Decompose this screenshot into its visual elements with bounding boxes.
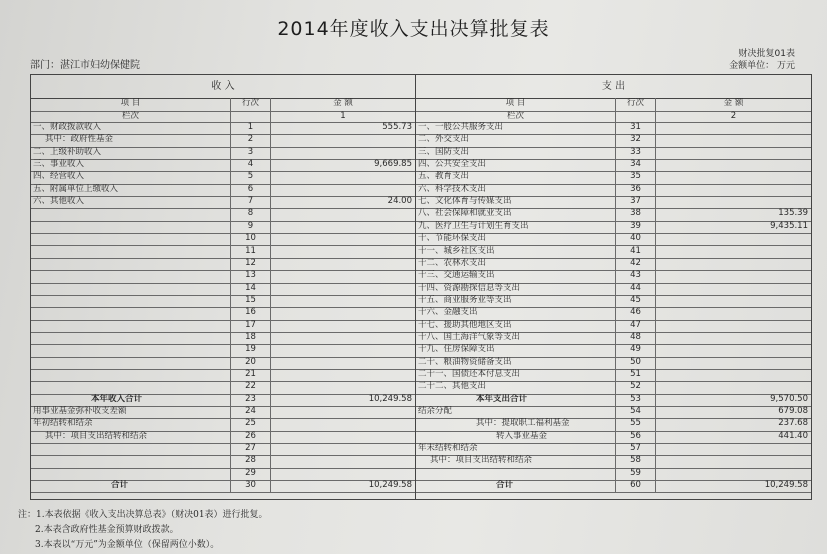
income-header-item: 项 目 — [31, 98, 231, 111]
income-row-amount — [271, 246, 415, 258]
income-row-number: 1 — [231, 122, 271, 134]
expense-row-item: 十七、援助其他地区支出 — [416, 320, 616, 332]
income-row-amount: 555.73 — [382, 122, 412, 132]
income-row-amount — [271, 406, 415, 418]
expense-row-amount — [656, 344, 811, 356]
table-row — [31, 406, 415, 419]
income-row-number: 15 — [231, 295, 271, 307]
income-row-amount — [271, 171, 415, 183]
income-row-number: 6 — [231, 184, 271, 196]
table-row — [31, 147, 415, 160]
expense-row-item: 年末结转和结余 — [416, 443, 616, 455]
expense-row-number: 36 — [616, 184, 656, 196]
table-row — [416, 147, 811, 160]
expense-row-number: 59 — [616, 468, 656, 480]
table-row — [31, 246, 415, 259]
table-row — [416, 381, 811, 394]
income-column-headers — [31, 98, 415, 112]
income-row-number: 12 — [231, 258, 271, 270]
income-row-amount — [271, 381, 415, 393]
income-row-item: 本年收入合计 — [31, 394, 231, 406]
income-row-amount — [271, 134, 415, 146]
income-row-number: 5 — [231, 171, 271, 183]
table-row — [31, 381, 415, 394]
table-row — [31, 134, 415, 147]
income-row-item — [31, 468, 231, 480]
expense-row-number: 60 — [616, 480, 656, 492]
income-row-number: 4 — [231, 159, 271, 171]
income-row-number: 2 — [231, 134, 271, 146]
income-row-item: 三、事业收入 — [31, 159, 231, 171]
income-row-amount — [271, 455, 415, 467]
table-row — [31, 208, 415, 221]
income-row-amount — [271, 208, 415, 220]
table-row — [31, 295, 415, 308]
expense-row-number: 54 — [616, 406, 656, 418]
expense-row-number: 42 — [616, 258, 656, 270]
income-row-item — [31, 295, 231, 307]
table-row — [416, 320, 811, 333]
expense-row-number: 37 — [616, 196, 656, 208]
expense-header-item: 项 目 — [416, 98, 616, 111]
expense-row-item: 一、一般公共服务支出 — [416, 122, 616, 134]
income-row-number: 20 — [231, 357, 271, 369]
income-row-number: 27 — [231, 443, 271, 455]
expense-row-number: 52 — [616, 381, 656, 393]
expense-row-item: 合计 — [416, 480, 616, 492]
income-row-number: 10 — [231, 233, 271, 245]
expense-row-amount — [656, 246, 811, 258]
expense-row-number: 33 — [616, 147, 656, 159]
table-row — [31, 221, 415, 234]
expense-row-item: 十九、住房保障支出 — [416, 344, 616, 356]
income-row-item: 合计 — [31, 480, 231, 492]
expense-row-amount — [656, 196, 811, 208]
income-column-index-rowno — [231, 111, 271, 122]
expense-row-item: 八、社会保障和就业支出 — [416, 208, 616, 220]
expense-row-amount — [656, 233, 811, 245]
income-row-number: 13 — [231, 270, 271, 282]
expense-row-number: 46 — [616, 307, 656, 319]
expense-row-item: 十、节能环保支出 — [416, 233, 616, 245]
income-row-number: 8 — [231, 208, 271, 220]
expense-row-amount: 10,249.58 — [764, 480, 808, 491]
income-row-number: 9 — [231, 221, 271, 233]
expense-row-number: 38 — [616, 208, 656, 220]
income-row-number: 21 — [231, 369, 271, 381]
income-row-item — [31, 344, 231, 356]
income-row-amount — [271, 233, 415, 245]
income-row-amount — [271, 418, 415, 430]
expense-row-number: 40 — [616, 233, 656, 245]
table-row — [31, 196, 415, 209]
table-row — [416, 443, 811, 456]
income-row-number: 19 — [231, 344, 271, 356]
income-row-item: 用事业基金弥补收支差额 — [31, 406, 231, 418]
income-row-amount — [271, 307, 415, 319]
form-code: 财决批复01表 — [738, 49, 795, 59]
income-row-amount — [271, 332, 415, 344]
income-row-number: 28 — [231, 455, 271, 467]
expense-row-number: 49 — [616, 344, 656, 356]
expense-row-number: 43 — [616, 270, 656, 282]
income-row-number: 3 — [231, 147, 271, 159]
expense-row-amount — [656, 307, 811, 319]
expense-row-number: 32 — [616, 134, 656, 146]
income-row-item — [31, 208, 231, 220]
table-row — [31, 431, 415, 444]
expense-row-amount — [656, 455, 811, 467]
income-row-item — [31, 320, 231, 332]
income-row-amount — [271, 295, 415, 307]
expense-row-number: 47 — [616, 320, 656, 332]
expense-row-amount — [656, 258, 811, 270]
expense-row-amount — [656, 295, 811, 307]
table-row — [416, 431, 811, 444]
expense-row-amount — [656, 184, 811, 196]
table-row — [31, 369, 415, 382]
expense-row-item: 十五、商业服务业等支出 — [416, 295, 616, 307]
income-row-number: 18 — [231, 332, 271, 344]
page-title: 2014年度收入支出决算批复表 — [277, 18, 550, 40]
income-row-amount: 10,249.58 — [368, 393, 412, 404]
table-row — [416, 159, 811, 172]
expense-row-number: 51 — [616, 369, 656, 381]
expense-column-index-rowno — [616, 111, 656, 122]
table-row — [31, 159, 415, 172]
expense-row-item: 本年支出合计 — [416, 394, 616, 406]
expense-row-item: 十一、城乡社区支出 — [416, 246, 616, 258]
table-row — [31, 394, 415, 407]
expense-row-item: 结余分配 — [416, 406, 616, 418]
table-row — [416, 246, 811, 259]
expense-row-item: 十八、国土海洋气象等支出 — [416, 332, 616, 344]
income-row-item: 五、附属单位上缴收入 — [31, 184, 231, 196]
income-row-amount — [271, 443, 415, 455]
table-row — [31, 122, 415, 135]
table-row — [31, 307, 415, 320]
expense-row-amount — [656, 171, 811, 183]
expense-row-amount — [656, 357, 811, 369]
table-row — [416, 122, 811, 135]
income-row-item: 一、财政拨款收入 — [31, 122, 231, 134]
expense-row-amount — [656, 381, 811, 393]
income-row-item: 四、经营收入 — [31, 171, 231, 183]
expense-row-number: 50 — [616, 357, 656, 369]
expense-row-number: 31 — [616, 122, 656, 134]
income-row-item: 其中：项目支出结转和结余 — [31, 431, 231, 443]
income-row-item — [31, 221, 231, 233]
income-row-number: 30 — [231, 480, 271, 492]
income-row-item — [31, 233, 231, 245]
table-row — [31, 332, 415, 345]
expense-row-item: 二十一、国债还本付息支出 — [416, 369, 616, 381]
income-row-amount: 24.00 — [387, 196, 412, 207]
income-row-number: 23 — [231, 394, 271, 406]
table-row — [416, 344, 811, 357]
expense-row-amount — [656, 122, 811, 134]
table-row — [31, 468, 415, 481]
footnotes — [18, 508, 268, 553]
income-row-item — [31, 381, 231, 393]
income-row-amount — [271, 431, 415, 443]
table-row — [416, 418, 811, 431]
table-row — [416, 134, 811, 147]
income-row-amount — [271, 184, 415, 196]
table-row — [416, 233, 811, 246]
expense-row-amount — [656, 147, 811, 159]
expense-row-amount: 135.39 — [778, 208, 808, 219]
table-row — [416, 283, 811, 296]
expense-row-item: 二十、粮油物资储备支出 — [416, 357, 616, 369]
table-row — [416, 406, 811, 419]
table-row — [31, 283, 415, 296]
footnote-3: 3.本表以“万元”为金额单位（保留两位小数）。 — [35, 540, 220, 550]
table-row — [416, 455, 811, 468]
income-row-number: 26 — [231, 431, 271, 443]
expense-column-headers — [416, 98, 811, 112]
table-row — [416, 221, 811, 234]
expense-row-amount — [656, 159, 811, 171]
expense-row-item: 五、教育支出 — [416, 171, 616, 183]
expense-row-item: 六、科学技术支出 — [416, 184, 616, 196]
expense-row-number: 34 — [616, 159, 656, 171]
income-row-number: 7 — [231, 196, 271, 208]
expense-row-amount: 441.40 — [778, 430, 808, 441]
expense-row-number: 35 — [616, 171, 656, 183]
income-row-amount — [271, 369, 415, 381]
income-row-number: 14 — [231, 283, 271, 295]
table-row — [416, 171, 811, 184]
expense-column-index-item: 栏次 — [416, 111, 616, 122]
footnote-2: 2.本表含政府性基金预算财政拨款。 — [35, 525, 179, 535]
income-row-item: 二、上级补助收入 — [31, 147, 231, 159]
table-row — [416, 270, 811, 283]
table-row — [31, 233, 415, 246]
table-row — [31, 344, 415, 357]
income-row-item: 六、其他收入 — [31, 196, 231, 208]
income-row-item — [31, 307, 231, 319]
expense-row-amount — [656, 443, 811, 455]
expense-column-index-amount: 2 — [730, 111, 737, 121]
unit-label: 金额单位： 万元 — [729, 61, 795, 71]
table-row — [416, 208, 811, 221]
expense-row-amount — [656, 283, 811, 295]
income-row-amount — [271, 258, 415, 270]
income-row-amount — [271, 357, 415, 369]
income-row-number: 17 — [231, 320, 271, 332]
income-row-number: 29 — [231, 468, 271, 480]
income-row-amount — [271, 221, 415, 233]
income-row-amount — [271, 468, 415, 480]
table-row — [31, 480, 415, 493]
table-row — [416, 295, 811, 308]
expense-row-item: 转入事业基金 — [416, 431, 616, 443]
income-row-amount — [271, 344, 415, 356]
income-row-item: 其中：政府性基金 — [31, 134, 231, 146]
income-row-amount — [271, 320, 415, 332]
expense-row-number: 53 — [616, 394, 656, 406]
table-row — [416, 357, 811, 370]
expense-row-amount: 679.08 — [778, 406, 808, 417]
income-table — [30, 74, 416, 500]
expense-row-item: 九、医疗卫生与计划生育支出 — [416, 221, 616, 233]
expense-section-title: 支 出 — [416, 75, 811, 99]
expense-row-item: 十三、交通运输支出 — [416, 270, 616, 282]
expense-row-amount — [656, 134, 811, 146]
table-row — [416, 184, 811, 197]
expense-row-item: 二十二、其他支出 — [416, 381, 616, 393]
expense-row-item: 三、国防支出 — [416, 147, 616, 159]
income-column-index-item: 栏次 — [31, 111, 231, 122]
income-row-item — [31, 270, 231, 282]
table-row — [31, 184, 415, 197]
table-row — [31, 455, 415, 468]
expense-row-number: 45 — [616, 295, 656, 307]
income-row-item — [31, 258, 231, 270]
expense-row-item: 四、公共安全支出 — [416, 159, 616, 171]
income-row-item — [31, 246, 231, 258]
expense-row-item: 二、外交支出 — [416, 134, 616, 146]
expense-row-number: 41 — [616, 246, 656, 258]
expense-row-amount — [656, 369, 811, 381]
table-row — [31, 171, 415, 184]
footnote-1: 注：1.本表依据《收入支出决算总表》（财决01表）进行批复。 — [18, 510, 268, 520]
expense-row-number: 55 — [616, 418, 656, 430]
table-row — [31, 270, 415, 283]
table-row — [31, 418, 415, 431]
expense-row-item — [416, 468, 616, 480]
income-row-item — [31, 369, 231, 381]
expense-row-amount — [656, 320, 811, 332]
table-row — [416, 332, 811, 345]
table-row — [416, 196, 811, 209]
income-row-item — [31, 455, 231, 467]
expense-row-number: 56 — [616, 431, 656, 443]
expense-row-amount: 9,435.11 — [770, 220, 808, 231]
table-row — [31, 357, 415, 370]
expense-row-number: 39 — [616, 221, 656, 233]
income-column-index-amount: 1 — [340, 111, 346, 121]
income-row-amount — [271, 270, 415, 282]
income-header-amount: 金 额 — [333, 98, 353, 108]
expense-row-number: 58 — [616, 455, 656, 467]
table-row — [416, 468, 811, 481]
income-row-item — [31, 332, 231, 344]
expense-row-number: 44 — [616, 283, 656, 295]
expense-row-item: 十六、金融支出 — [416, 307, 616, 319]
income-row-number: 22 — [231, 381, 271, 393]
expense-row-amount — [656, 468, 811, 480]
income-row-amount: 9,669.85 — [374, 159, 412, 170]
table-row — [31, 320, 415, 333]
income-header-row-no: 行次 — [231, 98, 271, 111]
expense-row-item: 十二、农林水支出 — [416, 258, 616, 270]
department-label: 部门：湛江市妇幼保健院 — [30, 60, 140, 71]
income-row-item: 年初结转和结余 — [31, 418, 231, 430]
expense-row-item: 十四、资源勘探信息等支出 — [416, 283, 616, 295]
income-row-amount — [271, 283, 415, 295]
income-row-number: 24 — [231, 406, 271, 418]
income-row-number: 16 — [231, 307, 271, 319]
expense-row-amount: 237.68 — [778, 418, 808, 429]
table-row — [416, 480, 811, 493]
income-row-item — [31, 443, 231, 455]
expense-header-amount: 金 额 — [723, 98, 744, 108]
expense-row-item: 其中：项目支出结转和结余 — [416, 455, 616, 467]
income-row-number: 25 — [231, 418, 271, 430]
table-row — [416, 394, 811, 407]
table-row — [416, 258, 811, 271]
expense-row-item: 七、文化体育与传媒支出 — [416, 196, 616, 208]
income-row-amount: 10,249.58 — [368, 480, 412, 491]
income-row-item — [31, 283, 231, 295]
income-section-title: 收 入 — [31, 75, 415, 99]
table-row — [31, 443, 415, 456]
expense-row-number: 48 — [616, 332, 656, 344]
expense-row-amount — [656, 270, 811, 282]
expense-header-row-no: 行次 — [616, 98, 656, 111]
expense-row-item: 其中：提取职工福利基金 — [416, 418, 616, 430]
expense-row-number: 57 — [616, 443, 656, 455]
income-row-amount — [271, 147, 415, 159]
expense-table — [415, 74, 812, 500]
table-row — [31, 258, 415, 271]
income-row-item — [31, 357, 231, 369]
expense-row-amount — [656, 332, 811, 344]
expense-row-amount: 9,570.50 — [770, 393, 808, 404]
table-row — [416, 369, 811, 382]
income-row-number: 11 — [231, 246, 271, 258]
table-row — [416, 307, 811, 320]
